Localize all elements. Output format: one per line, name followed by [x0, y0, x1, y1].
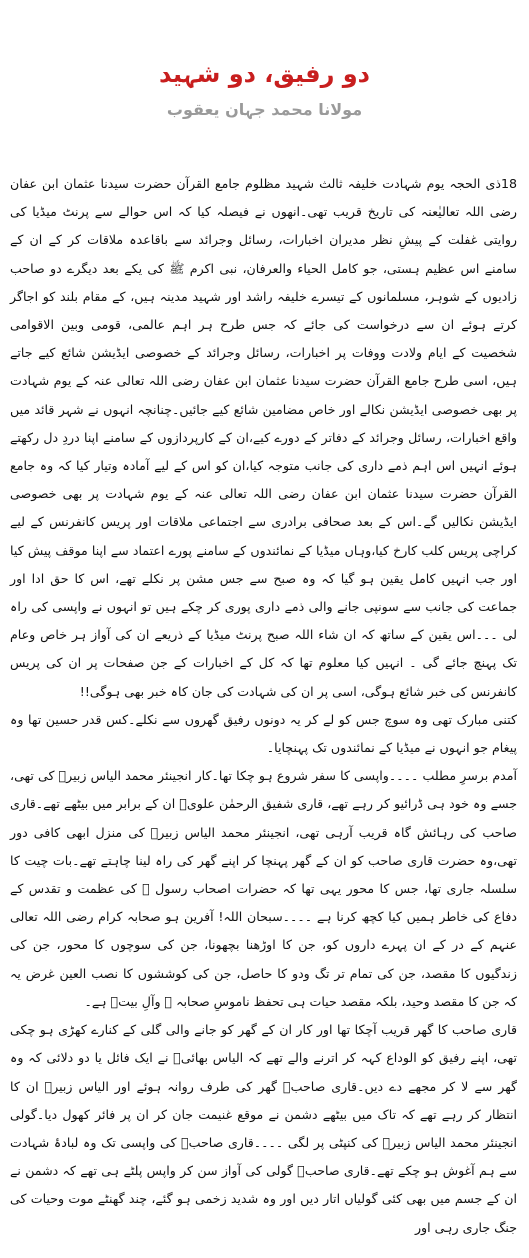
paragraph-4: قاری صاحب کا گھر قریب آچکا تھا اور کار ان کے گھر کو جانے والی گلی کے کنارے کھڑی ہو چکی تھی، اپنے رفیق کو الوداع کہہ کر اترنے والے تھے کہ الیاس بھائیؒ نے ایک فائل یا دو دلائی کہ وہ گھر سے لا کر مجھے دے دیں۔قاری صاحبؒ گھر کی طرف روانہ ہوئے اور الیاس زبیرؒ ان کا انتظار کر رہے تھے کہ تاک میں بیٹھے دشمن نے موقع غنیمت جان کر ان پر فائر کھول دیا۔گولی انجینئر محمد الیاس زبیرؒ کی کنپٹی پر لگی ۔۔۔۔قاری صاحبؒ کی واپسی تک وہ لبادۂ شہادت سے ہم آغوش ہو چکے تھے۔قاری صاحبؒ گولی کی آواز سن کر واپس پلٹے ہی تھے کہ دشمن نے ان کے جسم میں بھی کئی گولیاں اتار دیں اور وہ شدید زخمی ہو گئے، چند گھنٹے موت وحیات کی جنگ جاری رہی اور	[10, 1022, 517, 1235]
article-author: مولانا محمد جہان یعقوب	[166, 100, 363, 119]
paragraph-1: 18ذی الحجہ یوم شہادت خلیفہ ثالث شہید مظلوم جامع القرآن حضرت سیدنا عثمان ابن عفان رضی اللہ تعالیٰعنہ کی تاریخ قریب تھی۔انھوں نے فیصلہ کیا کہ اس حوالے سے پرنٹ میڈیا کی روایتی غفلت کے پیشِ نظر مدیران اخبارات، رسائل وجرائد سے باقاعدہ ملاقات کر کے ان کے سامنے اس عظیم ہستی، جو کامل الحیاء والعرفان، نبی اکرم ﷺ کی یکے بعد دیگرے دو صاحب زادیوں کے شوہر، مسلمانوں کے تیسرے خلیفہ راشد اور شہید مدینہ ہیں، کے مقام بلند کو اجاگر کرتے ہوئے ان سے درخواست کی جائے کہ جس طرح ہر اہم عالمی، قومی وبین الاقوامی شخصیت کے ایام ولادت ووفات پر اخبارات، رسائل وجرائد کے خصوصی ایڈیشن شائع کیے جاتے ہیں، اسی طرح جامع القرآن حضرت سیدنا عثمان ابن عفان رضی اللہ تعالی عنہ کے یوم شہادت پر بھی خصوصی ایڈیشن نکالے اور خاص مضامین شائع کیے جائیں۔چنانچہ انہوں نے شہر قائد میں واقع اخبارات، رسائل وجرائد کے دفاتر کے دورے کیے،ان کے کارپردازوں کے سامنے اپنا دردِ دل رکھتے ہوئے انہیں اس اہم ذمے داری کی جانب متوجہ کیا،ان کو اس کے لیے آمادہ وتیار کیا کہ وہ جامع القرآن حضرت سیدنا عثمان ابن عفان رضی اللہ تعالی عنہ کے یوم شہادت پر بھی خصوصی ایڈیشن نکالیں گے۔اس کے بعد صحافی برادری سے اجتماعی ملاقات اور پریس کانفرنس کے لیے کراچی پریس کلب کارخ کیا،وہاں میڈیا کے نمائندوں کے سامنے پورے اعتماد سے اپنا موقف پیش کیا اور جب انہیں کامل یقین ہو گیا کہ وہ صبح سے جس مشن پر نکلے تھے، اس کا حق ادا اور جماعت کی جانب سے سونپی جانے والی ذمے داری پوری کر چکے ہیں تو انہوں نے واپسی کی راہ لی ۔۔۔اس یقین کے ساتھ کہ ان شاء اللہ صبح پرنٹ میڈیا کے ذریعے ان کی آواز ہر خاص وعام تک پہنچ جائے گی ۔ انہیں کیا معلوم تھا کہ کل کے اخبارات کے جن صفحات پر ان کی پریس کانفرنس کی خبر شائع ہوگی، اسی پر ان کی شہادت کی جان کاہ خبر بھی ہوگی!!	[10, 176, 517, 699]
paragraph-3: آمدم برسرِ مطلب ۔۔۔۔واپسی کا سفر شروع ہو چکا تھا۔کار انجینئر محمد الیاس زبیرؒ کی تھی، جسے وہ خود ہی ڈرائیو کر رہے تھے، قاری شفیق الرحمٰن علویؒ ان کے برابر میں بیٹھے تھے۔قاری صاحب کی رہائش گاہ قریب آرہی تھی، انجینئر محمد الیاس زبیرؒ کی منزل ابھی کافی دور تھی،وہ حضرت قاری صاحب کو ان کے گھر پہنچا کر اپنے گھر کی راہ لینا چاہتے تھے۔بات چیت کا سلسلہ جاری تھا، جس کا محور یہی تھا کہ حضرات اصحاب رسول ﷺ کی عظمت و تقدس کے دفاع کی خاطر ہمیں کیا کچھ کرنا ہے ۔۔۔۔سبحان اللہ! آفرین ہو صحابہ کرام رضی اللہ تعالی عنہم کے در کے ان پہرے داروں کو، جن کا اوڑھنا بچھونا، جن کی سوچوں کا محور، جن کی زندگیوں کا مقصد، جن کی تمام تر تگ ودو کا حاصل، جن کی کوششوں کا نصب العین غرض یہ کہ جن کا مقصد وحید، بلکہ مقصد حیات ہی تحفظ ناموسِ صحابہ ؓ وآلِ بیتؓ ہے۔	[10, 768, 517, 1009]
paragraph-2: کتنی مبارک تھی وہ سوچ جس کو لے کر یہ دونوں رفیق گھروں سے نکلے۔کس قدر حسین تھا وہ پیغام جو انہوں نے میڈیا کے نمائندوں تک پہنچایا۔	[10, 711, 517, 756]
article-body	[10, 170, 517, 1242]
article-title: دو رفیق، دو شہید	[159, 60, 370, 88]
